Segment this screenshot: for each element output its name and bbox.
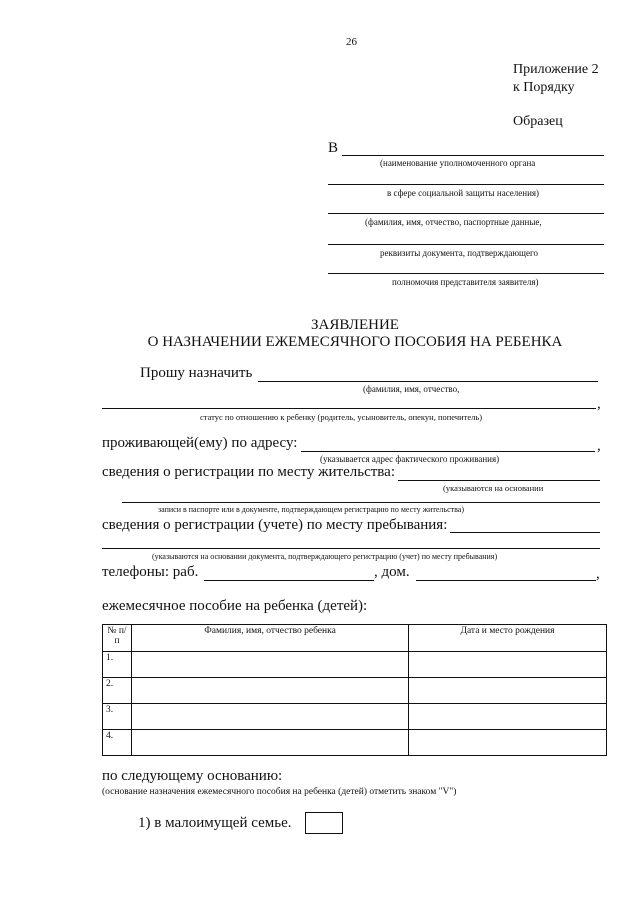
status-hint: статус по отношению к ребенку (родитель, усыновитель, опекун, попечитель) [200,412,483,422]
basis-label: по следующему основанию: [102,768,283,784]
status-comma: , [597,396,601,412]
request-label: Прошу назначить [140,365,253,381]
home-phone-line[interactable] [416,580,596,581]
stay-hint: (указываются на основании документа, подтверждающего регистрацию (учет) по месту пребывания) [152,552,498,561]
table-row [103,730,607,756]
address-hint: (указывается адрес фактического проживания) [320,454,500,464]
addressee-line-4[interactable] [328,244,604,245]
residence-hint-2: записи в паспорте или в документе, подтверждающем регистрацию по месту жительства) [158,505,465,514]
document-subtitle: О НАЗНАЧЕНИИ ЕЖЕМЕСЯЧНОГО ПОСОБИЯ НА РЕБЕНКА [147,334,563,350]
status-line[interactable] [102,408,596,409]
sample-label: Образец [513,114,563,129]
addressee-line-2[interactable] [328,184,604,185]
addressee-line-5[interactable] [328,273,604,274]
residence-hint-1: (указываются на основании [443,483,544,493]
residence-line[interactable] [398,480,600,481]
appendix-label: Приложение 2 [513,62,599,77]
addressee-hint-5: полномочия представителя заявителя) [392,277,539,287]
row-number: 2. [103,678,132,704]
document-title [0,317,640,334]
table-row [103,652,607,678]
row-number: 3. [103,704,132,730]
table-header-row [103,625,607,652]
order-label: к Порядку [513,80,575,95]
child-name-cell[interactable] [132,704,409,730]
work-phone-line[interactable] [204,580,374,581]
address-line[interactable] [301,451,595,452]
birth-cell[interactable] [409,652,607,678]
request-hint: (фамилия, имя, отчество, [363,384,460,394]
addressee-line-1[interactable] [342,155,604,156]
birth-cell[interactable] [409,678,607,704]
col-birth-header: Дата и место рождения [409,625,607,652]
addressee-hint-1: (наименование уполномоченного органа [380,158,536,168]
home-phone-label: , дом. [374,564,410,580]
stay-label: сведения о регистрации (учете) по месту пребывания: [102,517,448,533]
phones-comma: , [596,566,600,582]
addressee-hint-4: реквизиты документа, подтверждающего [380,248,538,258]
addressee-prefix: В [328,140,339,156]
row-number: 1. [103,652,132,678]
title-line-1: ЗАЯВЛЕНИЕ [311,317,399,333]
low-income-checkbox[interactable] [305,812,343,834]
residence-line-2[interactable] [122,502,600,503]
table-row [103,704,607,730]
birth-cell[interactable] [409,704,607,730]
addressee-hint-2: в сфере социальной защиты населения) [387,188,540,198]
stay-line-2[interactable] [102,548,600,549]
addressee-line-3[interactable] [328,213,604,214]
child-name-cell[interactable] [132,678,409,704]
phones-label: телефоны: раб. [102,564,199,580]
col-number-header: № п/п [103,625,132,652]
option-low-income: 1) в малоимущей семье. [138,815,292,831]
benefit-label: ежемесячное пособие на ребенка (детей): [102,598,368,614]
addressee-hint-3: (фамилия, имя, отчество, паспортные данные, [365,217,542,227]
basis-hint: (основание назначения ежемесячного пособия на ребенка (детей) отметить знаком "V") [102,787,457,797]
residence-label: сведения о регистрации по месту жительства: [102,464,395,480]
request-line[interactable] [258,381,598,382]
address-label: проживающей(ему) по адресу: [102,435,298,451]
row-number: 4. [103,730,132,756]
col-name-header: Фамилия, имя, отчество ребенка [132,625,409,652]
child-name-cell[interactable] [132,652,409,678]
stay-line[interactable] [450,532,600,533]
page-number: 26 [346,36,357,48]
child-name-cell[interactable] [132,730,409,756]
birth-cell[interactable] [409,730,607,756]
children-table [102,624,607,756]
table-row [103,678,607,704]
address-comma: , [597,438,601,454]
